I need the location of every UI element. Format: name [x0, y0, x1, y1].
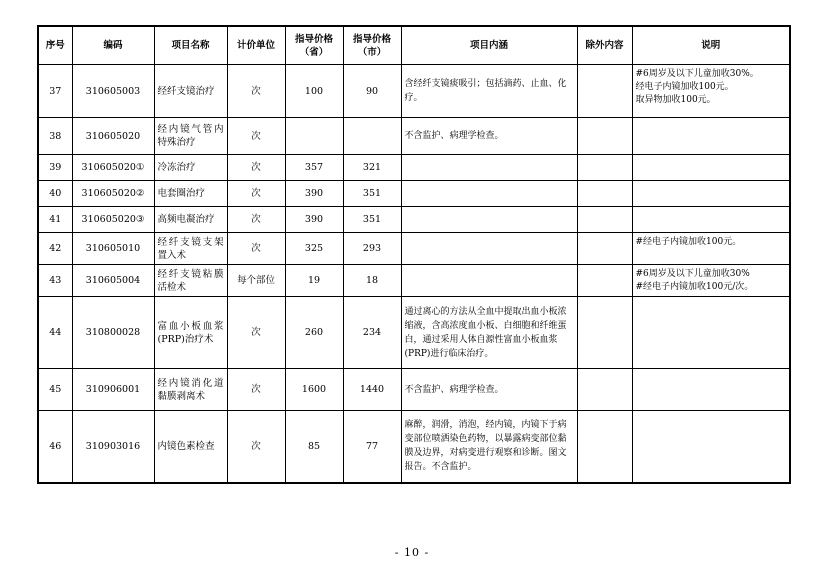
header-price-province: 指导价格（省）: [285, 26, 343, 65]
cell-content: 通过离心的方法从全血中提取出血小板浓缩液，含高浓度血小板、白细胞和纤维蛋白，通过采用人体自源性富血小板血浆(PRP)进行临床治疗。: [401, 297, 577, 369]
cell-exclusion: [577, 369, 632, 411]
cell-notes: [632, 369, 790, 411]
cell-name: 经内镜气管内特殊治疗: [154, 118, 227, 155]
header-name: 项目名称: [154, 26, 227, 65]
cell-price-city: 18: [343, 265, 401, 297]
table-row: [38, 411, 790, 483]
cell-price-province: 1600: [285, 369, 343, 411]
table-row: [38, 297, 790, 369]
table-row: [38, 155, 790, 181]
note-line: #经电子内镜加收100元/次。: [635, 282, 754, 292]
cell-content: [401, 207, 577, 233]
cell-exclusion: [577, 118, 632, 155]
cell-name: 经纤支镜治疗: [154, 65, 227, 118]
cell-unit: 每个部位: [227, 265, 285, 297]
cell-price-city: 77: [343, 411, 401, 483]
cell-exclusion: [577, 155, 632, 181]
cell-unit: 次: [227, 411, 285, 483]
cell-exclusion: [577, 207, 632, 233]
cell-content: 含经纤支镜痰吸引；包括滴药、止血、化疗。: [401, 65, 577, 118]
header-price-city: 指导价格（市）: [343, 26, 401, 65]
header-row: [38, 26, 790, 65]
cell-unit: 次: [227, 297, 285, 369]
cell-no: 39: [38, 155, 72, 181]
cell-no: 38: [38, 118, 72, 155]
table-row: [38, 118, 790, 155]
cell-no: 37: [38, 65, 72, 118]
cell-content: [401, 155, 577, 181]
cell-code: 310605004: [72, 265, 154, 297]
cell-exclusion: [577, 65, 632, 118]
table-row: [38, 207, 790, 233]
cell-unit: 次: [227, 155, 285, 181]
cell-notes: [632, 233, 790, 265]
cell-content: [401, 181, 577, 207]
cell-unit: 次: [227, 207, 285, 233]
cell-unit: 次: [227, 181, 285, 207]
cell-exclusion: [577, 181, 632, 207]
cell-exclusion: [577, 265, 632, 297]
cell-price-province: 260: [285, 297, 343, 369]
table-row: [38, 65, 790, 118]
page-number: - 10 -: [394, 546, 430, 559]
cell-price-city: 234: [343, 297, 401, 369]
cell-code: 310605020①: [72, 155, 154, 181]
cell-no: 44: [38, 297, 72, 369]
fee-table: [37, 25, 791, 484]
cell-exclusion: [577, 233, 632, 265]
cell-name: 冷冻治疗: [154, 155, 227, 181]
cell-name: 内镜色素检查: [154, 411, 227, 483]
cell-code: 310605010: [72, 233, 154, 265]
table-row: [38, 369, 790, 411]
cell-notes: [632, 207, 790, 233]
cell-no: 45: [38, 369, 72, 411]
cell-code: 310605020: [72, 118, 154, 155]
cell-code: 310800028: [72, 297, 154, 369]
cell-price-province: 390: [285, 181, 343, 207]
cell-price-province: 100: [285, 65, 343, 118]
note-line: 取异物加收100元。: [635, 95, 716, 105]
cell-unit: 次: [227, 118, 285, 155]
cell-notes: [632, 411, 790, 483]
cell-no: 41: [38, 207, 72, 233]
cell-content: [401, 265, 577, 297]
cell-code: 310605020③: [72, 207, 154, 233]
cell-exclusion: [577, 297, 632, 369]
cell-content: 不含监护、病理学检查。: [401, 369, 577, 411]
cell-notes: [632, 297, 790, 369]
cell-price-city: 351: [343, 181, 401, 207]
cell-no: 43: [38, 265, 72, 297]
cell-name: 经纤支镜粘膜活检术: [154, 265, 227, 297]
cell-price-province: [285, 118, 343, 155]
cell-name: 经内镜消化道黏膜剥离术: [154, 369, 227, 411]
cell-price-province: 325: [285, 233, 343, 265]
cell-no: 40: [38, 181, 72, 207]
table-row: [38, 265, 790, 297]
cell-no: 42: [38, 233, 72, 265]
cell-code: 310605020②: [72, 181, 154, 207]
cell-exclusion: [577, 411, 632, 483]
cell-content: [401, 233, 577, 265]
cell-notes: [632, 265, 790, 297]
note-line: #6周岁及以下儿童加收30%。: [635, 69, 759, 79]
cell-name: 经纤支镜支架置入术: [154, 233, 227, 265]
table-row: [38, 233, 790, 265]
cell-no: 46: [38, 411, 72, 483]
cell-notes: [632, 118, 790, 155]
cell-name: 富血小板血浆(PRP)治疗术: [154, 297, 227, 369]
table-body: [38, 65, 790, 483]
cell-price-province: 19: [285, 265, 343, 297]
header-unit: 计价单位: [227, 26, 285, 65]
cell-price-city: 351: [343, 207, 401, 233]
note-line: #经电子内镜加收100元。: [635, 237, 742, 247]
cell-code: 310605003: [72, 65, 154, 118]
cell-notes: [632, 65, 790, 118]
header-content: 项目内涵: [401, 26, 577, 65]
cell-notes: [632, 155, 790, 181]
header-exclusion: 除外内容: [577, 26, 632, 65]
cell-name: 电套圈治疗: [154, 181, 227, 207]
cell-content: 麻醉，润滑，消泡，经内镜，内镜下于病变部位喷洒染色药物，以暴露病变部位黏膜及边界，对病变进行观察和诊断。图文报告。不含监护。: [401, 411, 577, 483]
cell-unit: 次: [227, 233, 285, 265]
cell-code: 310906001: [72, 369, 154, 411]
cell-unit: 次: [227, 65, 285, 118]
cell-price-city: 293: [343, 233, 401, 265]
cell-price-province: 85: [285, 411, 343, 483]
cell-notes: [632, 181, 790, 207]
cell-name: 高频电凝治疗: [154, 207, 227, 233]
header-code: 编码: [72, 26, 154, 65]
cell-price-city: [343, 118, 401, 155]
cell-code: 310903016: [72, 411, 154, 483]
cell-unit: 次: [227, 369, 285, 411]
header-notes: 说明: [632, 26, 790, 65]
cell-price-city: 1440: [343, 369, 401, 411]
header-no: 序号: [38, 26, 72, 65]
cell-content: 不含监护、病理学检查。: [401, 118, 577, 155]
table-row: [38, 181, 790, 207]
cell-price-province: 390: [285, 207, 343, 233]
cell-price-city: 321: [343, 155, 401, 181]
cell-price-province: 357: [285, 155, 343, 181]
cell-price-city: 90: [343, 65, 401, 118]
note-line: #6周岁及以下儿童加收30%: [635, 269, 750, 279]
note-line: 经电子内镜加收100元。: [635, 82, 734, 92]
